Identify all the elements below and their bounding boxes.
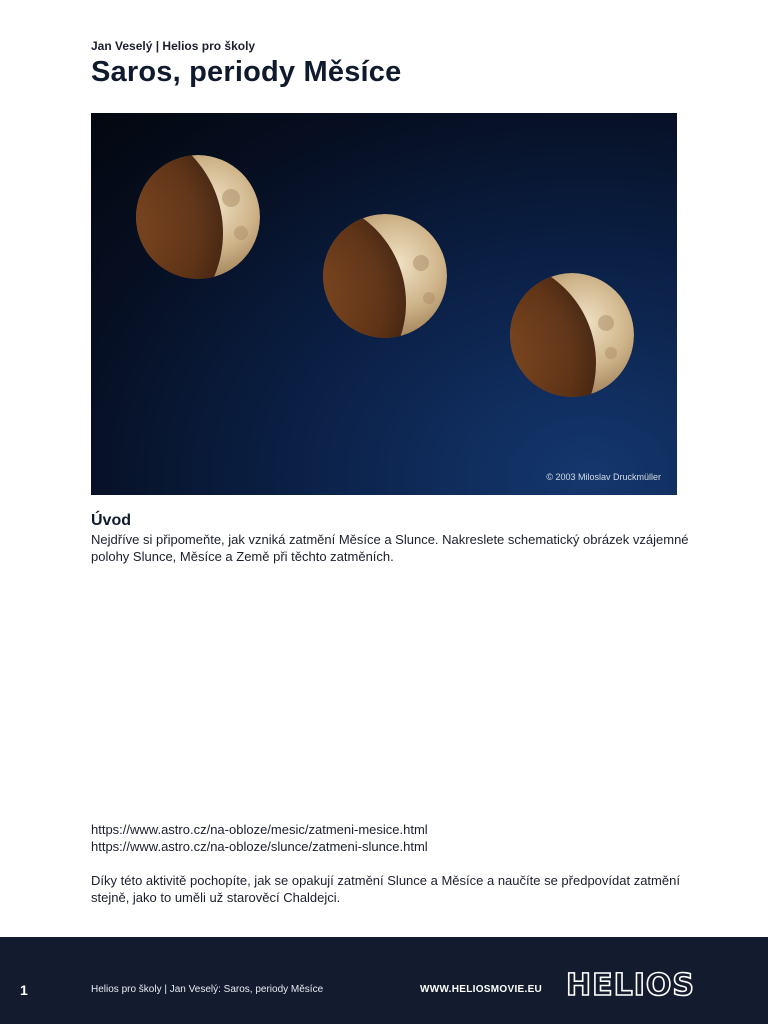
helios-logo [566,967,726,1001]
author-line: Jan Veselý | Helios pro školy [91,39,256,53]
moon-1 [91,121,260,345]
outro-paragraph: Díky této aktivitě pochopíte, jak se opakují zatmění Slunce a Měsíce a naučíte se předpovídat zatmění stejně, jako to uměli už starověcí Chaldejci. [91,873,680,905]
lunar-eclipse-photo [91,113,677,495]
photo-credit: © 2003 Miloslav Druckmüller [546,472,661,482]
page-number: 1 [20,982,28,998]
section-heading-intro: Úvod [91,512,131,529]
page-title: Saros, periody Měsíce [91,56,402,88]
intro-paragraph: Nejdříve si připomeňte, jak vzniká zatmění Měsíce a Slunce. Nakreslete schematický obrázek vzájemné polohy Slunce, Měsíce a Země při těchto zatměních. [91,532,689,564]
reference-links [91,822,691,855]
footer-website-link[interactable]: WWW.HELIOSMOVIE.EU [420,984,543,995]
link-lunar-eclipse[interactable]: https://www.astro.cz/na-obloze/mesic/zatmeni-mesice.html [91,822,428,837]
link-solar-eclipse[interactable]: https://www.astro.cz/na-obloze/slunce/zatmeni-slunce.html [91,838,428,854]
footer-document-label: Helios pro školy | Jan Veselý: Saros, periody Měsíce [91,984,324,995]
page-footer [0,937,768,1024]
svg-text:HELIOS: HELIOS [566,968,695,1001]
moons-illustration [91,113,677,495]
